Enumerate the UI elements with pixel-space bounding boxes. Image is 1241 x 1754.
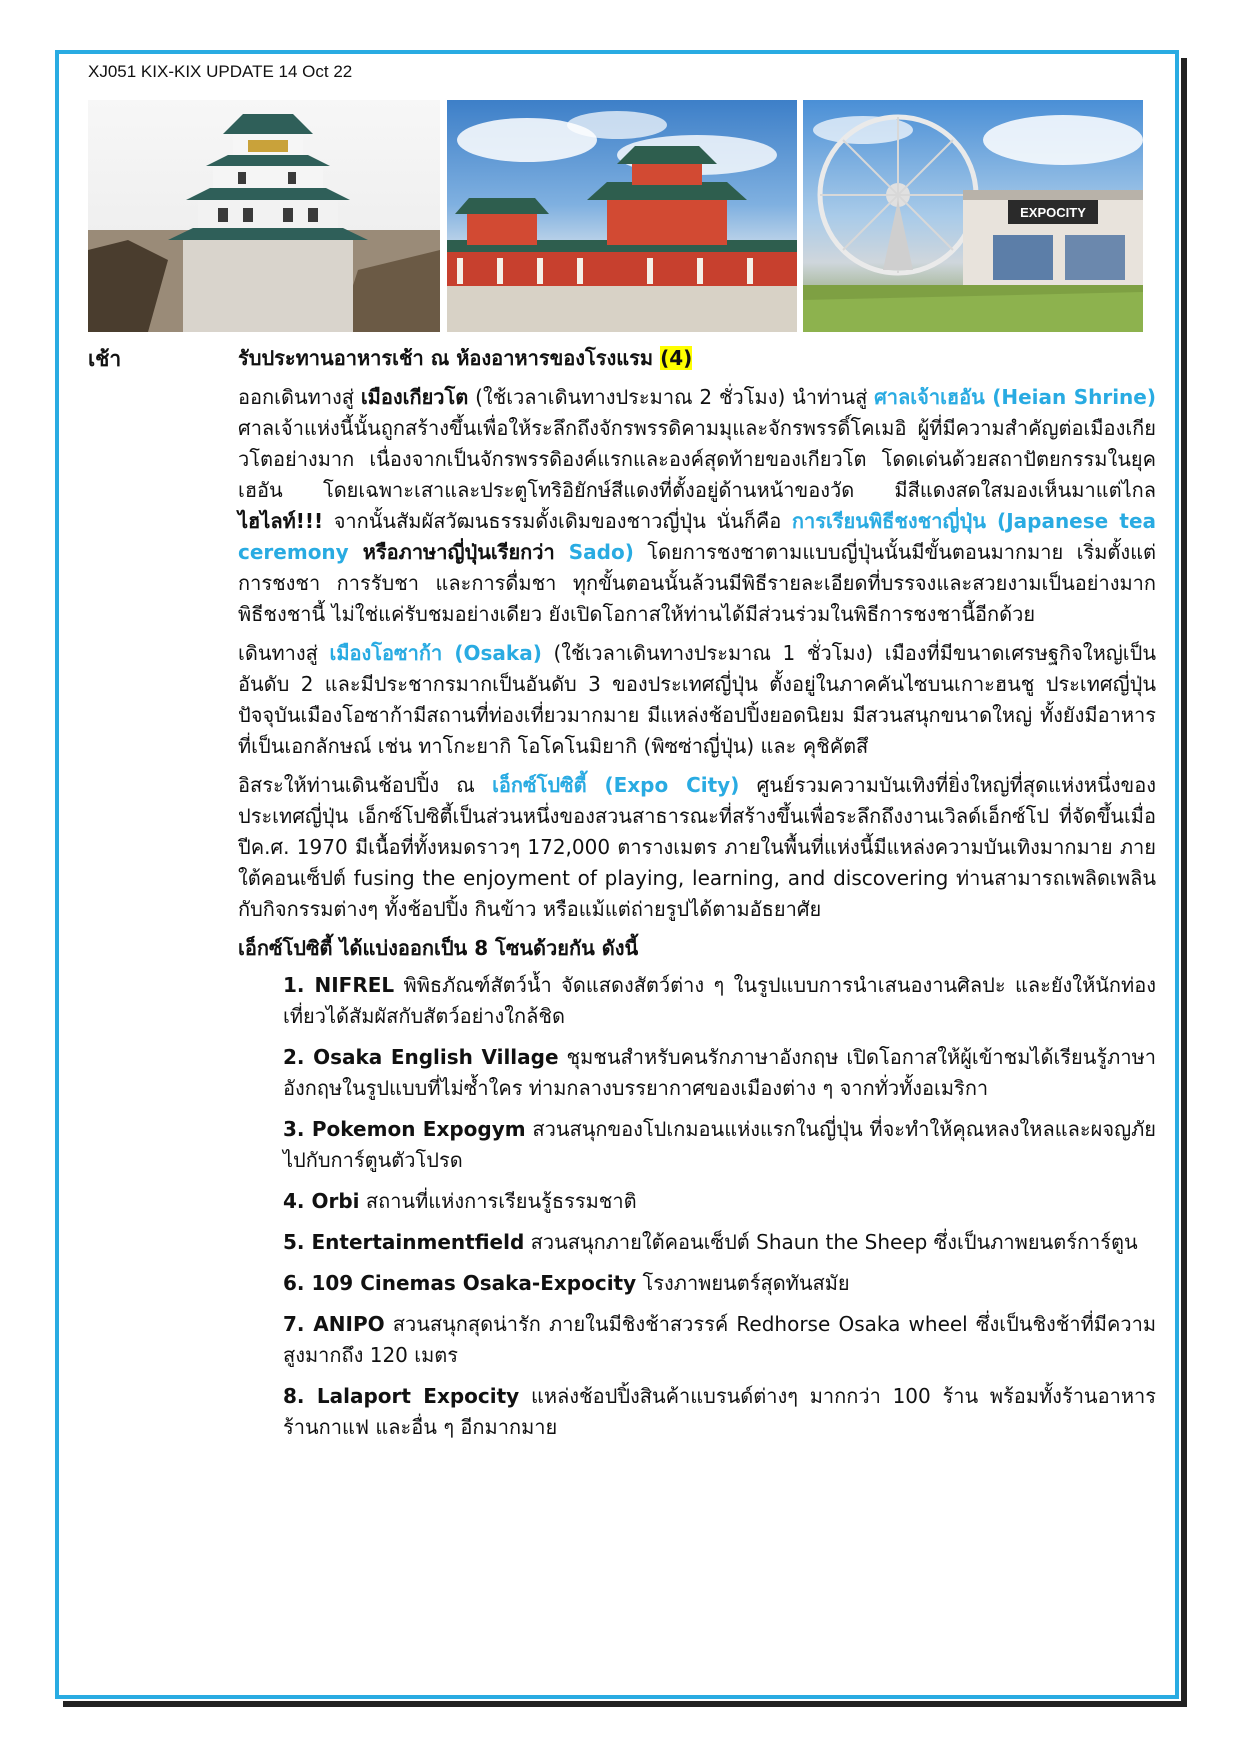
zone-name: 4. Orbi <box>283 1189 360 1213</box>
breakfast-text: รับประทานอาหารเช้า ณ ห้องอาหารของโรงแรม <box>238 346 654 370</box>
zone-desc: สวนสนุกของโปเกมอนแห่งแรกในญี่ปุ่น ที่จะทำให้คุณหลงใหลและผจญภัยไปกับการ์ตูนตัวโปรด <box>283 1117 1157 1172</box>
photo-osaka-castle <box>88 100 440 332</box>
photo-expocity <box>803 100 1143 332</box>
sado-name: Sado) <box>568 540 634 564</box>
kyoto-text-4: จากนั้นสัมผัสวัฒนธรรมดั้งเดิมของชาวญี่ปุ่น นั่นก็คือ <box>323 509 792 533</box>
zones-title: เอ็กซ์โปซิตี้ ได้แบ่งออกเป็น 8 โซนด้วยกัน ดังนี้ <box>238 936 639 960</box>
kyoto-text-6: โดยการชงชาตามแบบญี่ปุ่นนั้นมีขั้นตอนมากมาย เริ่มตั้งแต่การชงชา การรับชา และการดื่มชา ทุกขั้นตอนนั้นล้วนมีพิธีรายละเอียดที่บรรจงและสวยงามเป็นอย่างมาก พิธีชงชานี้ ไม่ใช่แค่รับชมอย่างเดียว ยังเปิดโอกาสให้ท่านได้มีส่วนร่วมในพิธีการชงชานี้อีกด้วย <box>238 540 1157 626</box>
photo-heian-shrine <box>447 100 797 332</box>
zone-item <box>283 1381 1156 1443</box>
meal-tag: (4) <box>660 346 693 370</box>
expocity-text-1: อิสระให้ท่านเดินช้อปปิ้ง ณ <box>238 773 493 797</box>
zone-desc: พิพิธภัณฑ์สัตว์น้ำ จัดแสดงสัตว์ต่าง ๆ ในรูปแบบการนำเสนองานศิลปะ และยังให้นักท่องเที่ยวได้สัมผัสกับสัตว์อย่างใกล้ชิด <box>283 973 1157 1028</box>
tour-code: XJ051 KIX-KIX UPDATE 14 Oct 22 <box>88 62 353 81</box>
expocity-name: เอ็กซ์โปซิตี้ (Expo City) <box>492 773 740 797</box>
expocity-text-2: ศูนย์รวมความบันเทิงที่ยิ่งใหญ่ที่สุดแห่งหนึ่งของประเทศญี่ปุ่น เอ็กซ์โปซิตี้เป็นส่วนหนึ่งของสวนสาธารณะที่สร้างขึ้นเพื่อระลึกถึงงานเวิลด์เอ็กซ์โป ที่จัดขึ้นเมื่อปีค.ศ. 1970 มีเนื้อที่ทั้งหมดราวๆ 172,000 ตารางเมตร ภายในพื้นที่แห่งนี้มีแหล่งความบันเทิงมากมาย ภายใต้คอนเซ็ปต์ fusing the enjoyment of playing, learning, and discovering ท่านสามารถเพลิดเพลินกับกิจกรรมต่างๆ ทั้งช้อปปิ้ง กินข้าว หรือแม้แต่ถ่ายรูปได้ตามอัธยาศัย <box>238 773 1156 921</box>
osaka-city: เมืองโอซาก้า (Osaka) <box>329 641 542 665</box>
zone-name: 8. Lalaport Expocity <box>283 1384 520 1408</box>
zone-item <box>283 970 1156 1032</box>
zone-name: 1. NIFREL <box>283 973 395 997</box>
zone-name: 6. 109 Cinemas Osaka-Expocity <box>283 1271 637 1295</box>
kyoto-paragraph <box>238 382 1156 630</box>
zone-desc: สวนสนุกสุดน่ารัก ภายในมีชิงช้าสวรรค์ Redhorse Osaka wheel ซึ่งเป็นชิงช้าที่มีความสูงมากถึง 120 เมตร <box>283 1312 1156 1367</box>
zone-item <box>283 1186 1156 1217</box>
zone-name: 5. Entertainmentfield <box>283 1230 525 1254</box>
zone-desc: สถานที่แห่งการเรียนรู้ธรรมชาติ <box>359 1189 637 1213</box>
zone-name: 2. Osaka English Village <box>283 1045 559 1069</box>
zone-name: 7. ANIPO <box>283 1312 385 1336</box>
zone-name: 3. Pokemon Expogym <box>283 1117 526 1141</box>
zone-item <box>283 1268 1156 1299</box>
expocity-sign: EXPOCITY <box>1020 205 1086 220</box>
zone-item <box>283 1227 1156 1258</box>
zone-desc: แหล่งช้อปปิ้งสินค้าแบรนด์ต่างๆ มากกว่า 100 ร้าน พร้อมทั้งร้านอาหาร ร้านกาแฟ และอื่น ๆ อีกมากมาย <box>283 1384 1156 1439</box>
osaka-paragraph <box>238 638 1156 762</box>
zone-desc: โรงภาพยนตร์สุดทันสมัย <box>636 1271 850 1295</box>
zone-desc: ชุมชนสำหรับคนรักภาษาอังกฤษ เปิดโอกาสให้ผู้เข้าชมได้เรียนรู้ภาษาอังกฤษในรูปแบบที่ไม่ซ้ำใคร ท่ามกลางบรรยากาศของเมืองต่าง ๆ จากทั่วทั้งอเมริกา <box>283 1045 1156 1100</box>
osaka-text-2: (ใช้เวลาเดินทางประมาณ 1 ชั่วโมง) เมืองที่มีขนาดเศรษฐกิจใหญ่เป็นอันดับ 2 และมีประชากรมากเป็นอันดับ 3 ของประเทศญี่ปุ่น ตั้งอยู่ในภาคคันไซบนเกาะฮนชู ประเทศญี่ปุ่น ปัจจุบันเมืองโอซาก้ามีสถานที่ท่องเที่ยวมากมาย มีแหล่งช้อปปิ้งยอดนิยม มีสวนสนุกขนาดใหญ่ ทั้งยังมีอาหารที่เป็นเอกลักษณ์ เช่น ทาโกะยากิ โอโคโนมิยากิ (พิซซ่าญี่ปุ่น) และ คุชิคัตสึ <box>238 641 1156 758</box>
time-label: เช้า <box>88 347 122 371</box>
kyoto-text-3: ศาลเจ้าแห่งนี้นั้นถูกสร้างขึ้นเพื่อให้ระลึกถึงจักรพรรดิคามมุและจักรพรรดิ์โคเมอิ ผู้ที่มีความสำคัญต่อเมืองเกียวโตอย่างมาก เนื่องจากเป็นจักรพรรดิองค์แรกและองค์สุดท้ายของเกียวโต โดดเด่นด้วยสถาปัตยกรรมในยุคเฮอัน โดยเฉพาะเสาและประตูโทริอิยักษ์สีแดงที่ตั้งอยู่ด้านหน้าของวัด มีสีแดงสดใสมองเห็นมาแต่ไกล <box>238 416 1156 502</box>
heian-shrine-name: ศาลเจ้าเฮอัน (Heian Shrine) <box>874 385 1156 409</box>
kyoto-text-5: หรือภาษาญี่ปุ่นเรียกว่า <box>348 540 569 564</box>
zone-item <box>283 1114 1156 1176</box>
kyoto-text-2: (ใช้เวลาเดินทางประมาณ 2 ชั่วโมง) นำท่านสู่ <box>468 385 875 409</box>
osaka-text-1: เดินทางสู่ <box>238 641 330 665</box>
zone-item <box>283 1309 1156 1371</box>
tea-ceremony-name: การเรียนพิธีชงชาญี่ปุ่น (Japanese tea ceremony <box>238 509 1156 564</box>
zone-desc: สวนสนุกภายใต้คอนเซ็ปต์ Shaun the Sheep ซึ่งเป็นภาพยนตร์การ์ตูน <box>524 1230 1138 1254</box>
kyoto-text-1: ออกเดินทางสู่ <box>238 385 361 409</box>
zone-item <box>283 1042 1156 1104</box>
kyoto-city: เมืองเกียวโต <box>360 385 469 409</box>
highlight-tag: ไฮไลท์!!! <box>238 509 324 533</box>
breakfast-line <box>238 343 1156 374</box>
expocity-paragraph <box>238 770 1156 925</box>
